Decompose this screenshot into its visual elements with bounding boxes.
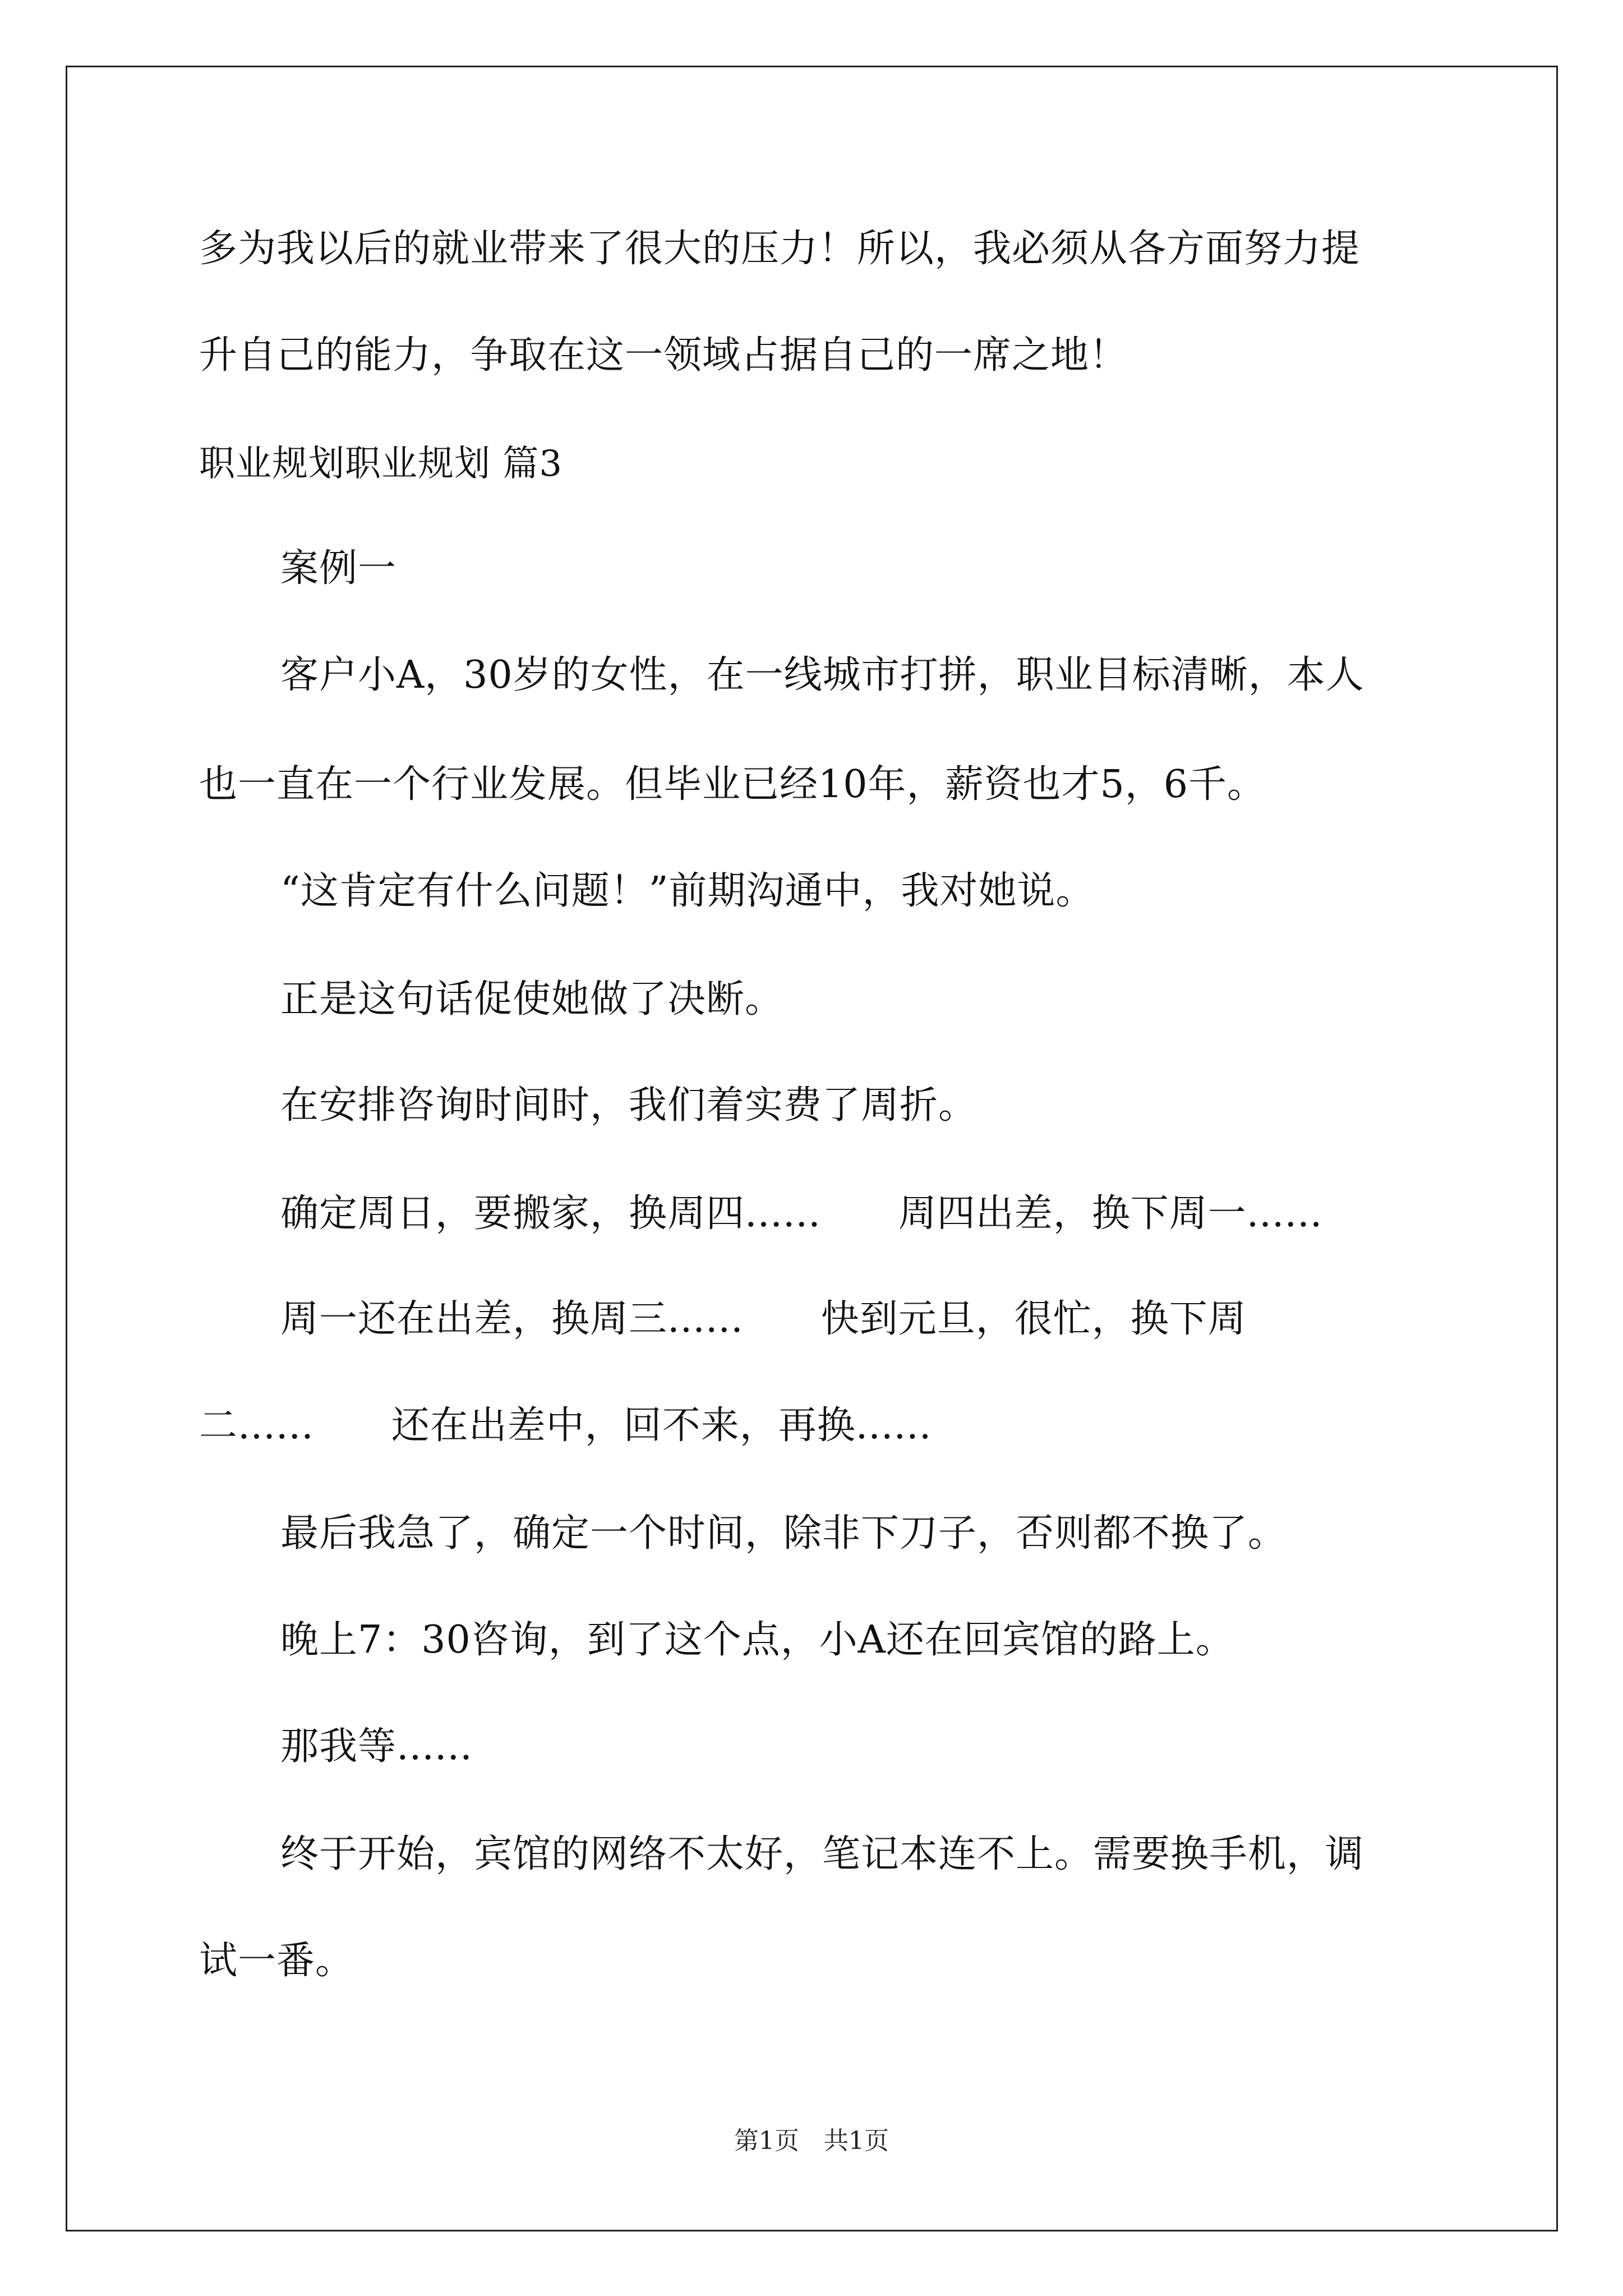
section-heading: 职业规划职业规划 篇3 <box>199 443 563 485</box>
paragraph-line: 终于开始，宾馆的网络不太好，笔记本连不上。需要换手机，调 <box>280 1832 1364 1876</box>
paragraph-line: 多为我以后的就业带来了很大的压力！所以，我必须从各方面努力提 <box>199 227 1361 271</box>
paragraph-line: “这肯定有什么问题！”前期沟通中，我对她说。 <box>280 869 1095 913</box>
paragraph-line: 客户小A，30岁的女性，在一线城市打拼，职业目标清晰，本人 <box>280 653 1364 697</box>
page-footer: 第1页 共1页 <box>734 2127 889 2155</box>
paragraph-line: 二...... 还在出差中，回不来，再换...... <box>199 1404 932 1448</box>
page-border <box>66 66 1558 2231</box>
paragraph-line: 确定周日，要搬家，换周四...... 周四出差，换下周一...... <box>280 1191 1323 1236</box>
paragraph-line: 最后我急了，确定一个时间，除非下刀子，否则都不换了。 <box>280 1511 1287 1556</box>
paragraph-line: 试一番。 <box>199 1939 354 1983</box>
paragraph-line: 周一还在出差，换周三...... 快到元旦，很忙，换下周 <box>280 1297 1247 1341</box>
paragraph-line: 晚上7：30咨询，到了这个点，小A还在回宾馆的路上。 <box>280 1618 1234 1662</box>
paragraph-line: 正是这句话促使她做了决断。 <box>280 977 784 1022</box>
paragraph-line: 升自己的能力，争取在这一领域占据自己的一席之地！ <box>199 333 1128 378</box>
paragraph-line: 案例一 <box>280 546 397 591</box>
paragraph-line: 在安排咨询时间时，我们着实费了周折。 <box>280 1083 978 1128</box>
paragraph-line: 那我等...... <box>280 1724 473 1769</box>
paragraph-line: 也一直在一个行业发展。但毕业已经10年，薪资也才5，6千。 <box>199 762 1266 807</box>
